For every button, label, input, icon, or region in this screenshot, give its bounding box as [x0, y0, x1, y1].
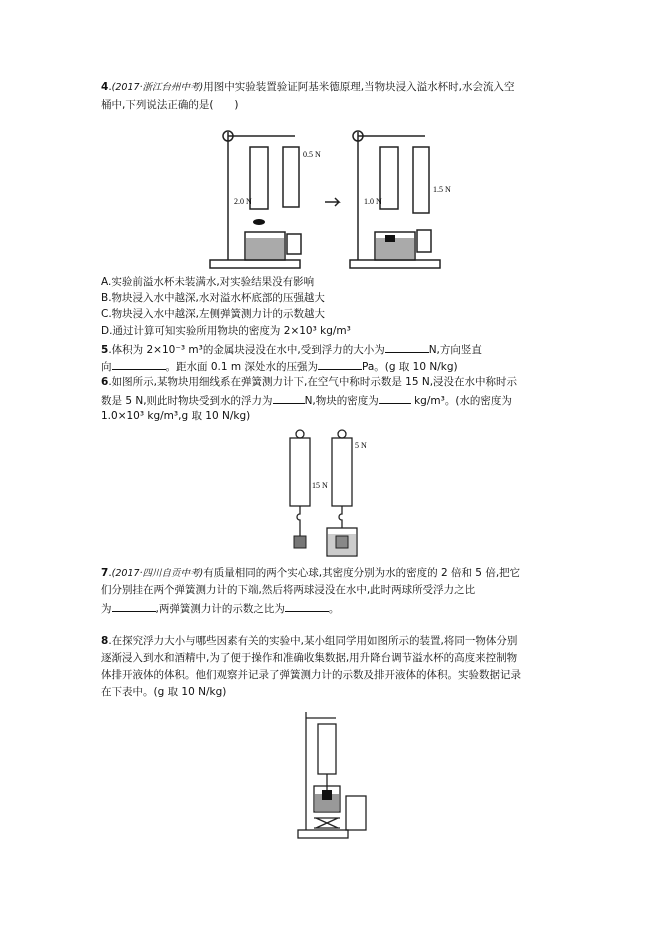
q4-line1: 4.(2017·浙江台州中考)用图中实验装置验证阿基米德原理,当物块浸入溢水杯时,水会流入空: [101, 81, 515, 93]
q7-line2: 们分别挂在两个弹簧测力计的下端,然后将两球浸没在水中,此时两球所受浮力之比: [101, 584, 476, 596]
q8-figure: [296, 710, 376, 840]
q4-figure: [200, 122, 460, 272]
q4-option-d: D.通过计算可知实验所用物块的密度为 2×10³ kg/m³: [101, 325, 351, 337]
q6-line2: 数是 5 N,则此时物块受到水的浮力为 N,物块的密度为 kg/m³。(水的密度为: [101, 392, 512, 408]
q4-line2: 桶中,下列说法正确的是( ): [101, 99, 239, 111]
q5-blank-1[interactable]: [385, 341, 429, 353]
q8-line2: 逐渐浸入到水和酒精中,为了便于操作和准确收集数据,用升降台调节溢水杯的高度来控制物: [101, 652, 518, 664]
svg-text:2.0 N: 2.0 N: [234, 197, 252, 206]
q8-line1: 8.在探究浮力大小与哪些因素有关的实验中,某小组同学用如图所示的装置,将同一物体分别: [101, 635, 518, 647]
q5-blank-2[interactable]: [112, 358, 166, 370]
svg-text:1.0 N: 1.0 N: [364, 197, 382, 206]
q8-line3: 体排开液体的体积。他们观察并记录了弹簧测力计的示数及排开液体的体积。实验数据记录: [101, 669, 521, 681]
q4-option-b: B.物块浸入水中越深,水对溢水杯底部的压强越大: [101, 292, 325, 304]
q6-line1: 6.如图所示,某物块用细线系在弹簧测力计下,在空气中称时示数是 15 N,浸没在水中称时示: [101, 376, 518, 388]
q8-line4: 在下表中。(g 取 10 N/kg): [101, 686, 227, 698]
q6-line3: 1.0×10³ kg/m³,g 取 10 N/kg): [101, 410, 251, 422]
q7-line1: 7.(2017·四川自贡中考)有质量相同的两个实心球,其密度分别为水的密度的 2 倍和 5 倍,把它: [101, 567, 521, 579]
q5-blank-3[interactable]: [318, 358, 362, 370]
q7-line3: 为 ,两弹簧测力计的示数之比为 。: [101, 600, 339, 616]
q6-figure: [280, 428, 390, 558]
q7-blank-1[interactable]: [112, 600, 156, 612]
q4-option-a: A.实验前溢水杯未装满水,对实验结果没有影响: [101, 276, 315, 288]
svg-text:5 N: 5 N: [355, 441, 367, 450]
q4-option-c: C.物块浸入水中越深,左侧弹簧测力计的示数越大: [101, 308, 326, 320]
q7-blank-2[interactable]: [285, 600, 329, 612]
svg-text:15 N: 15 N: [312, 481, 328, 490]
q5-line1: 5.体积为 2×10⁻³ m³的金属块浸没在水中,受到浮力的大小为 N,方向竖直: [101, 341, 482, 357]
q6-blank-1[interactable]: [273, 392, 305, 404]
svg-text:1.5 N: 1.5 N: [433, 185, 451, 194]
q6-blank-2[interactable]: [379, 392, 411, 404]
q5-line2: 向 。距水面 0.1 m 深处水的压强为 Pa。(g 取 10 N/kg): [101, 358, 458, 374]
svg-text:0.5 N: 0.5 N: [303, 150, 321, 159]
